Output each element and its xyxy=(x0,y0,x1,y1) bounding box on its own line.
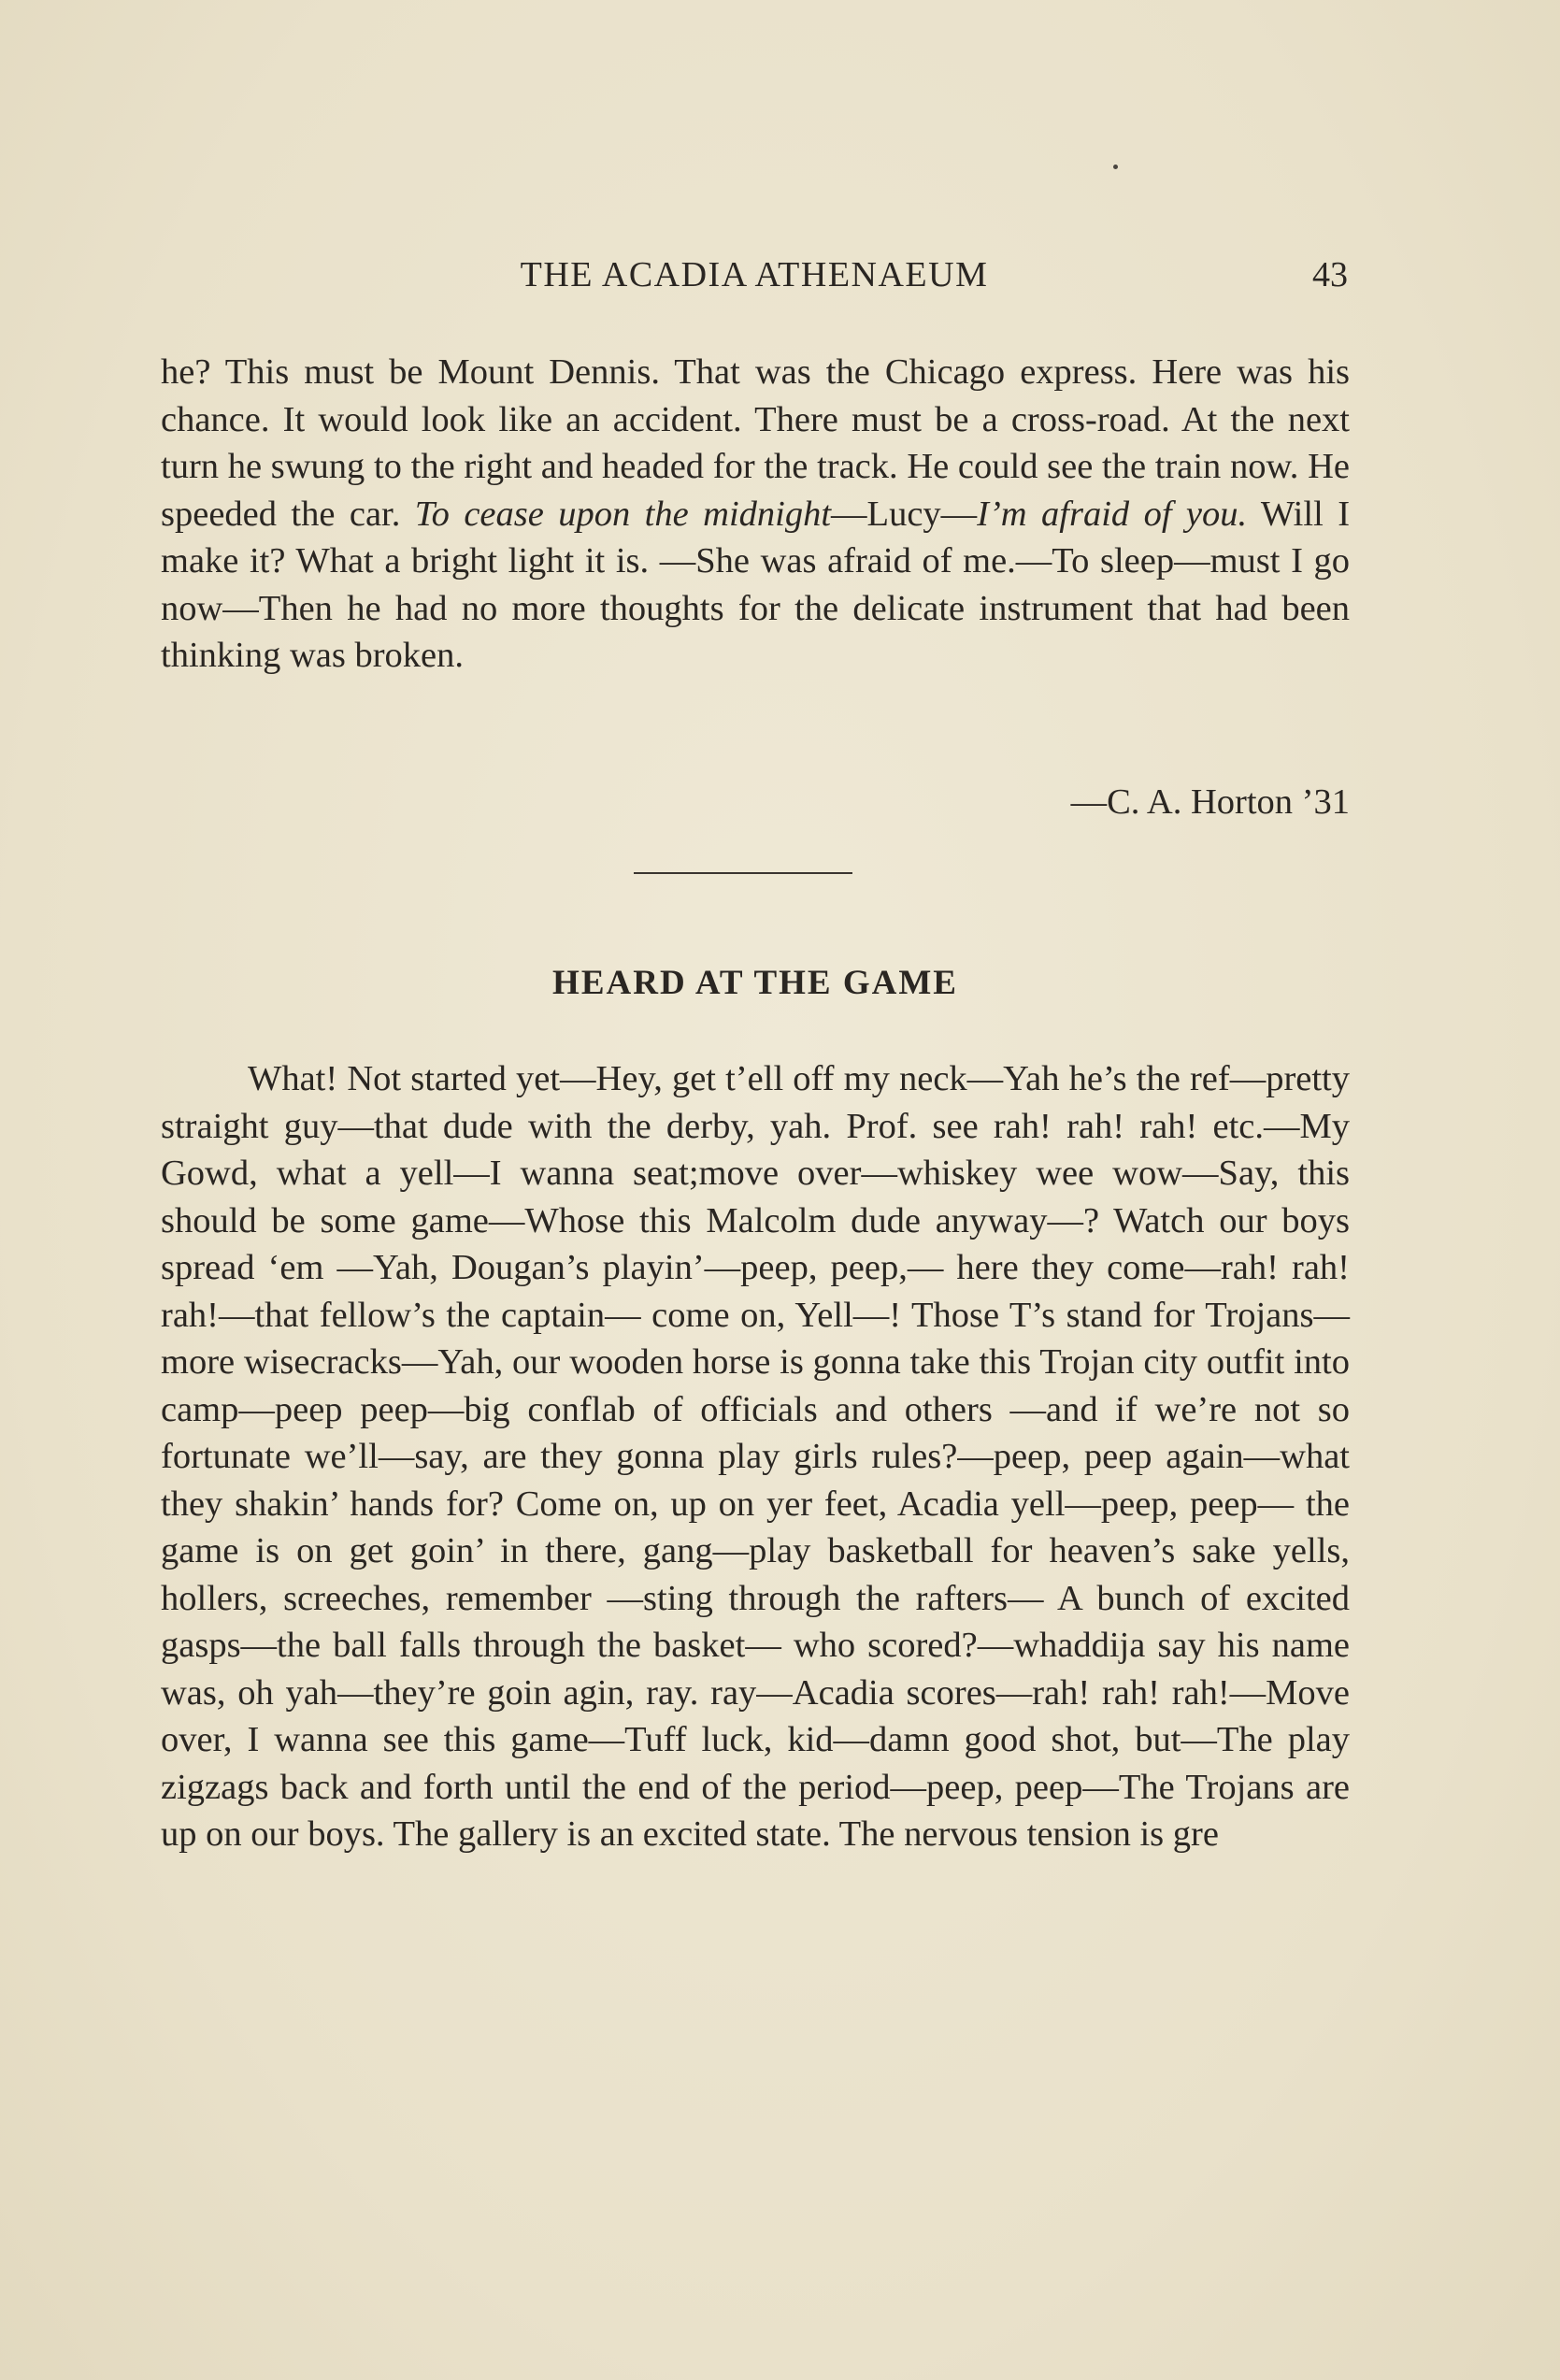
story-italic-quote: To cease upon the midnight xyxy=(414,494,832,534)
running-title: THE ACADIA ATHENAEUM xyxy=(520,255,989,294)
story-italic-afraid: I’m afraid of you. xyxy=(977,494,1248,534)
story-paragraph xyxy=(161,349,1350,680)
section-body xyxy=(161,1055,1350,1858)
story-text-2: —Lucy— xyxy=(831,494,978,534)
running-header xyxy=(161,254,1348,301)
story-conclusion xyxy=(161,349,1350,680)
page-number: 43 xyxy=(1312,255,1348,294)
section-heading: HEARD AT THE GAME xyxy=(552,964,958,1002)
section-paragraph: What! Not started yet—Hey, get t’ell off my neck—Yah he’s the ref—pretty straight guy—that dude with the derby, yah. Prof. see rah! rah! rah! etc.—My Gowd, what a yell—I wanna seat;move over—whiskey wee wow—Say, this should be some game—Whose this Malcolm dude anyway—? Watch our boys spread ‘em —Yah, Dougan’s playin’—peep, peep,— here they come—rah! rah! rah!—that fellow’s the captain— come on, Yell—! Those T’s stand for Trojans—more wisecracks—Yah, our wooden horse is gonna take this Trojan city outfit into camp—peep peep—big conflab of officials and others —and if we’re not so fortunate we’ll—say, are they gonna play girls rules?—peep, peep again—what they shakin’ hands for? Come on, up on yer feet, Acadia yell—peep, peep— the game is on get goin’ in there, gang—play basketball for heaven’s sake yells, hollers, screeches, remember —sting through the rafters— A bunch of excited gasps—the ball falls through the basket— who scored?—whaddija say his name was, oh yah—they’re goin agin, ray. ray—Acadia scores—rah! rah! rah!—Move over, I wanna see this game—Tuff luck, kid—damn good shot, but—The play zigzags back and forth until the end of the period—peep, peep—The Trojans are up on our boys. The gallery is an excited state. The nervous tension is gre xyxy=(161,1059,1350,1854)
section-divider xyxy=(634,872,852,874)
paper-speck xyxy=(1113,165,1118,169)
author-signature: —C. A. Horton ’31 xyxy=(1070,782,1350,822)
story-text-1: he? This must be Mount Dennis. That was the Chicago express. Here was his chance. It would look like an accident. There must be a cross-road. At the next turn he swung to the right and headed for the track. He could see the train now. He speeded the car. xyxy=(161,352,1350,534)
story-text-3: Will I make it? What a bright light it is. —She was afraid of me.—To sleep—must I go now—Then he had no more thoughts for the delicate instrument that had been thinking was broken. xyxy=(161,494,1351,675)
